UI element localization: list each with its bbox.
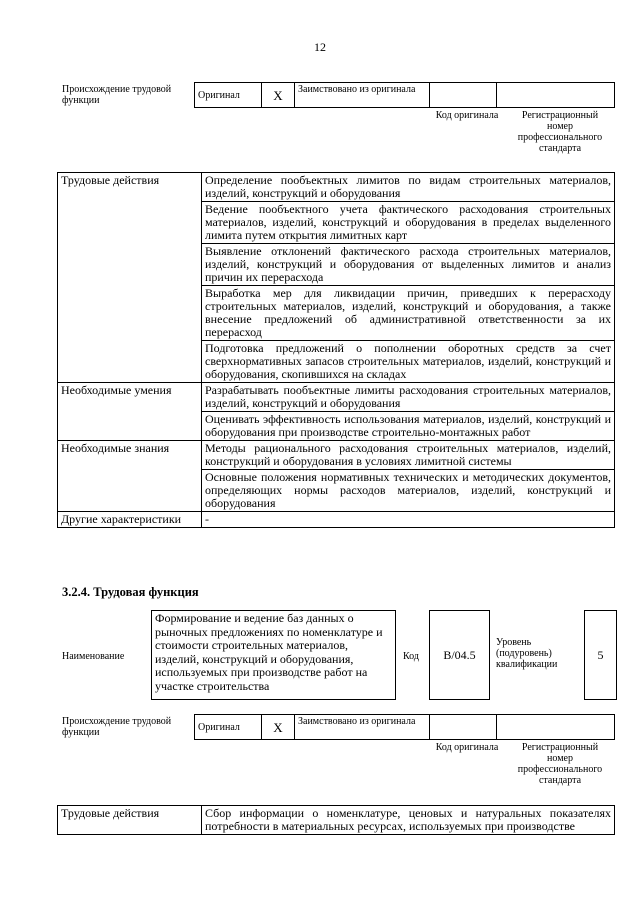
origin-table [194,714,615,740]
name-box [151,610,396,700]
actions-label: Трудовые действия [58,173,202,383]
original-mark: X [262,715,295,740]
original-cell [195,83,262,108]
other-value: - [202,512,615,528]
original-mark: X [262,83,295,108]
requirements-table-2 [57,805,615,835]
code-box [429,610,490,700]
level-box [584,610,617,700]
action-row: Подготовка предложений о пополнении оборотных средств за счет сверхнормативных запасов строительных материалов, изделий, конструкций и оборудования, скопившихся на складах [202,341,615,383]
borrowed-cell: Заимствовано из оригинала [295,715,430,740]
code-cell [430,83,497,108]
name-value: Формирование и ведение баз данных о рыночных предложениях по номенклатуре и стоимости строительных материалов, изделий, конструкций и оборудования, используемых при производстве работ на участке строительства [155,611,383,693]
original-label: Оригинал [198,721,240,733]
borrowed-cell: Заимствовано из оригинала [295,83,430,108]
action-row: Ведение пообъектного учета фактического расходования строительных материалов, изделий, конструкций и оборудования в пределах выделенного лимита путем открытия лимитных карт [202,202,615,244]
actions-label: Трудовые действия [58,806,202,835]
code-label: Код [403,651,419,662]
code-original-caption: Код оригинала [435,742,499,753]
reg-number-caption: Регистрационный номер профессионального стандарта [517,110,603,154]
skill-row: Разрабатывать пообъектные лимиты расходования строительных материалов, изделий, конструкций и оборудования [202,383,615,412]
action-row: Выявление отклонений фактического расхода строительных материалов, изделий, конструкций и оборудования от выделенных лимитов и анализ причин их перерасхода [202,244,615,286]
name-label: Наименование [62,651,125,662]
reg-number-caption: Регистрационный номер профессионального стандарта [517,742,603,786]
knowledge-row: Основные положения нормативных технических и методических документов, определяющих нормы расходов материалов, изделий, конструкций и оборудования [202,470,615,512]
action-row: Определение пообъектных лимитов по видам строительных материалов, изделий, конструкций и оборудования [202,173,615,202]
section-heading: 3.2.4. Трудовая функция [62,585,199,599]
origin-table [194,82,615,108]
reg-cell [497,83,615,108]
skills-label: Необходимые умения [58,383,202,441]
original-cell [195,715,262,740]
level-label: Уровень (подуровень) квалификации [496,637,558,670]
page-number: 12 [314,40,326,54]
original-label: Оригинал [198,89,240,101]
action-row: Выработка мер для ликвидации причин, приведших к перерасходу строительных материалов, изделий, конструкций и оборудования, а также внесение предложений об административной ответственности за их перерасход [202,286,615,341]
knowledge-row: Методы рационального расходования строительных материалов, изделий, конструкций и оборудования в условиях лимитной системы [202,441,615,470]
skill-row: Оценивать эффективность использования материалов, изделий, конструкций и оборудования при производстве строительно-монтажных работ [202,412,615,441]
origin-label: Происхождение трудовой функции [62,84,172,106]
other-label: Другие характеристики [58,512,202,528]
requirements-table [57,172,615,528]
level-value: 5 [597,648,604,662]
knowledge-label: Необходимые знания [58,441,202,512]
code-original-caption: Код оригинала [435,110,499,121]
code-value: B/04.5 [443,648,476,662]
action-row: Сбор информации о номенклатуре, ценовых и натуральных показателях потребности в материальных ресурсах, используемых при производстве [202,806,615,835]
origin-label: Происхождение трудовой функции [62,716,172,738]
code-cell [430,715,497,740]
reg-cell [497,715,615,740]
